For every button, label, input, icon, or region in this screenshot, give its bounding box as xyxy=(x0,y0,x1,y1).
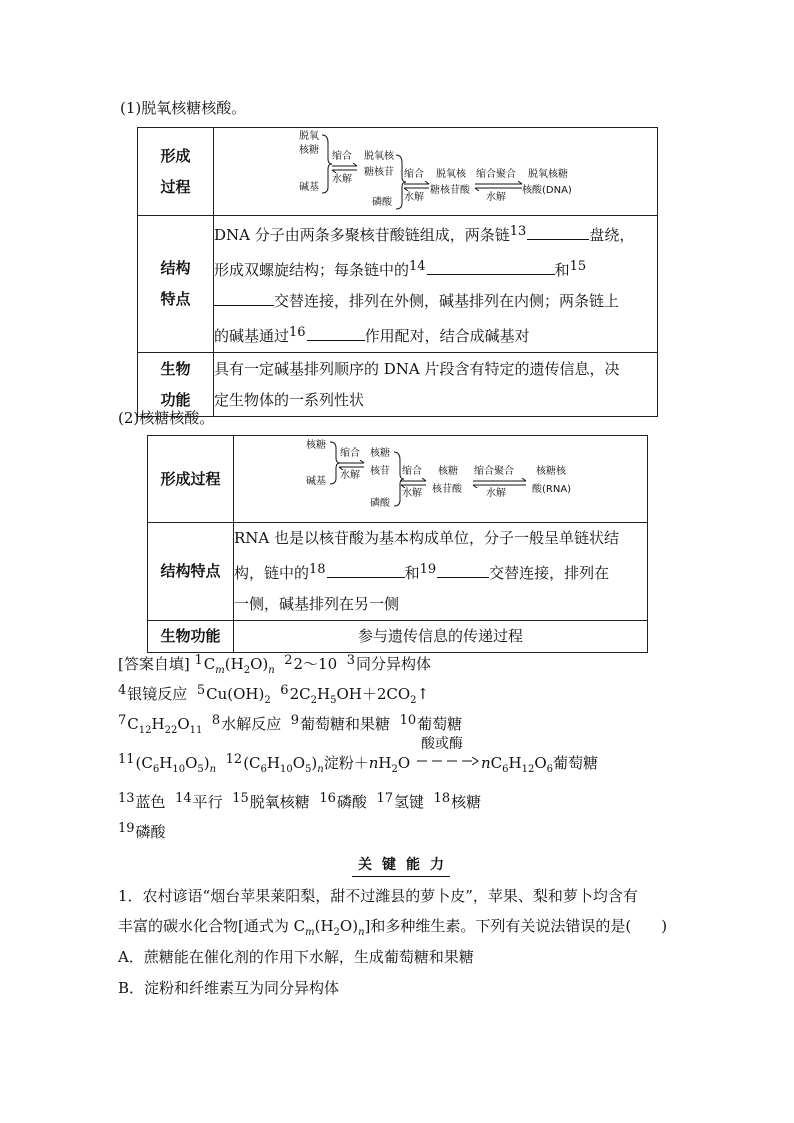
dna-phosphate: 磷酸 xyxy=(372,196,392,208)
rna-condense-2: 缩合 xyxy=(402,466,422,477)
blank-13 xyxy=(527,221,589,240)
rna-base: 碱基 xyxy=(306,476,326,487)
dna-formation-diagram xyxy=(214,128,658,216)
dna-hydrolyze-1: 水解 xyxy=(332,173,352,185)
dna-product-2: 核酸(DNA) xyxy=(522,184,572,196)
rna-nucleotide: 核糖 xyxy=(438,466,458,477)
dna-base: 碱基 xyxy=(299,181,319,193)
dna-hydrolyze-3: 水解 xyxy=(486,191,506,203)
rna-nucleoside: 核糖 xyxy=(370,448,390,459)
rna-condense-1: 缩合 xyxy=(340,448,360,459)
dna-polymerize: 缩合聚合 xyxy=(476,168,516,180)
answer-line-5: 13蓝色 14平行 15脱氧核糖 16磷酸 17氢键 18核糖 xyxy=(118,791,482,811)
dna-sugar-2: 核糖 xyxy=(299,144,319,156)
blank-16 xyxy=(307,322,365,341)
rna-structure-label: 结构特点 xyxy=(148,523,234,621)
answer-line-4: $11(C_6H_{10}O_5)_n$ $12(C_6H_{10}O_5)_n$淀粉$+nH_2O$ 酸或酶 $nC_6H_{12}O_6$葡萄糖 xyxy=(118,748,598,781)
q1-line-2: 丰富的碳水化合物[通式为 $C_m(H_2O)_n$]和多种维生素。下列有关说法错误的是( ) xyxy=(118,917,668,938)
dna-eq-arrow-2 xyxy=(403,181,431,191)
rna-nucleotide-2: 核苷酸 xyxy=(432,484,462,495)
rna-formation-diagram xyxy=(234,436,648,523)
rna-eq-arrow-2 xyxy=(400,478,428,488)
rna-hydrolyze-1: 水解 xyxy=(340,470,360,481)
dna-structure-text: DNA 分子由两条多聚核苷酸链组成，两条链13 盘绕， 形成双螺旋结构；每条链中的14 和15 交替连接，排列在外侧，碱基排列在内侧；两条链上 的碱基通过16 作用配对，结合成碱基对 xyxy=(214,216,658,353)
reaction-arrow xyxy=(415,736,481,768)
dna-function-label: 生物 功能 xyxy=(138,353,214,417)
blank-15 xyxy=(214,287,274,306)
dna-sugar: 脱氧 xyxy=(299,130,319,142)
answer-label: [答案自填] xyxy=(118,655,190,673)
answer-line-2: 4银镜反应 $5Cu(OH)_2$ $62C_2H_5OH+2CO_2↑$ xyxy=(118,683,430,706)
dna-function-text: 具有一定碱基排列顺序的 DNA 片段含有特定的遗传信息，决 定生物体的一系列性状 xyxy=(214,353,658,417)
section1-title: (1)脱氧核糖核酸。 xyxy=(120,99,247,117)
dna-nucleotide-2: 糖核苷酸 xyxy=(430,184,470,196)
blank-19 xyxy=(437,559,489,578)
dna-condense-1: 缩合 xyxy=(332,150,352,162)
dna-product: 脱氧核糖 xyxy=(528,168,568,180)
dna-nucleoside-2: 糖核苷 xyxy=(364,166,394,178)
rna-function-text: 参与遗传信息的传递过程 xyxy=(234,621,648,653)
q1-option-b: B．淀粉和纤维素互为同分异构体 xyxy=(118,979,340,997)
rna-product-2: 酸(RNA) xyxy=(532,484,572,495)
q1-option-a: A．蔗糖能在催化剂的作用下水解，生成葡萄糖和果糖 xyxy=(118,948,474,966)
dna-table xyxy=(137,127,658,417)
dna-hydrolyze-2: 水解 xyxy=(404,191,424,203)
dna-structure-label: 结构 特点 xyxy=(138,216,214,353)
reaction-condition: 酸或酶 xyxy=(420,736,463,752)
key-ability-heading: 关键能力 xyxy=(358,854,454,874)
rna-eq-arrow-3 xyxy=(472,478,528,488)
rna-sugar: 核糖 xyxy=(306,440,326,451)
rna-eq-arrow-1 xyxy=(338,460,366,470)
blank-14 xyxy=(427,256,555,275)
rna-table xyxy=(147,435,648,653)
answer-line-1: [答案自填] $1C_m(H_2O)_n$ 22～10 3同分异构体 xyxy=(118,653,431,676)
rna-structure-text: RNA 也是以核苷酸为基本构成单位，分子一般呈单链状结 构，链中的18 和19 交替连接，排列在 一侧，碱基排列在另一侧 xyxy=(234,523,648,621)
rna-hydrolyze-3: 水解 xyxy=(486,488,506,499)
rna-product: 核糖核 xyxy=(536,466,566,477)
answer-line-3: $7C_{12}H_{22}O_{11}$ 8水解反应 9葡萄糖和果糖 10葡萄糖 xyxy=(118,713,463,736)
rna-function-label: 生物功能 xyxy=(148,621,234,653)
rna-polymerize: 缩合聚合 xyxy=(474,466,514,477)
rna-phosphate: 磷酸 xyxy=(370,498,390,509)
section2-title: (2)核糖核酸。 xyxy=(118,409,215,427)
q1-line-1: 1．农村谚语“烟台苹果莱阳梨，甜不过潍县的萝卜皮”，苹果、梨和萝卜均含有 xyxy=(118,887,638,905)
dna-eq-arrow-1 xyxy=(331,163,359,173)
dna-nucleotide: 脱氧核 xyxy=(436,168,466,180)
rna-hydrolyze-2: 水解 xyxy=(402,488,422,499)
dna-condense-2: 缩合 xyxy=(404,168,424,180)
rna-formation-label: 形成过程 xyxy=(148,436,234,523)
blank-18 xyxy=(327,559,405,578)
dna-formation-label: 形成 过程 xyxy=(138,128,214,216)
dna-nucleoside: 脱氧核 xyxy=(364,150,394,162)
rna-nucleoside-2: 核苷 xyxy=(370,466,390,477)
answer-line-6: 19磷酸 xyxy=(118,821,166,841)
reaction-arrow-line xyxy=(415,757,481,765)
dna-eq-arrow-3 xyxy=(474,181,524,191)
